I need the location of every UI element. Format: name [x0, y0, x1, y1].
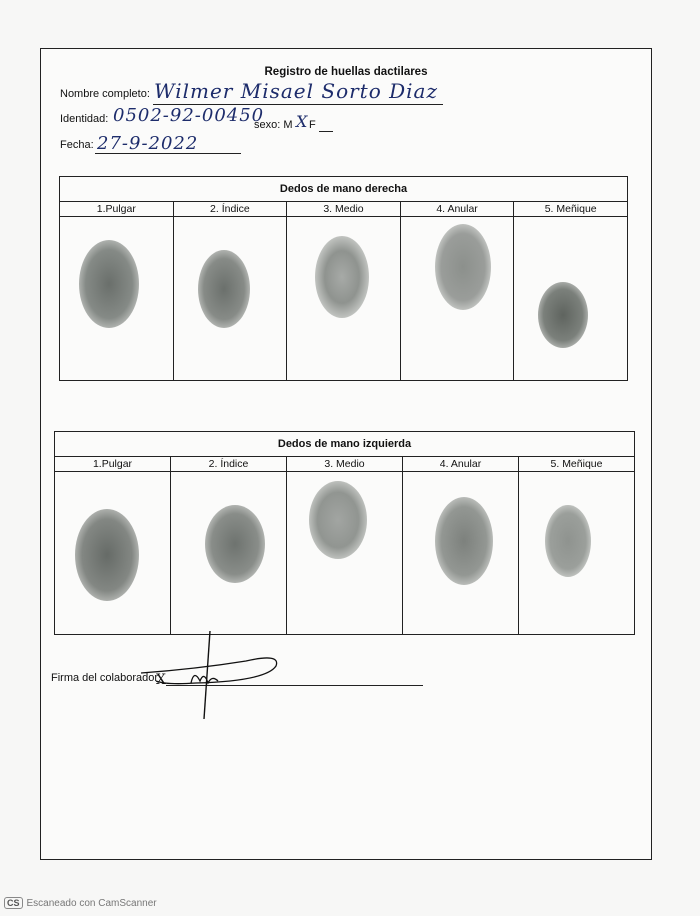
- date-line: [95, 153, 241, 154]
- left-middle-cell: [287, 457, 403, 634]
- right-little-print: [538, 282, 588, 348]
- left-thumb-cell: [55, 457, 171, 634]
- right-little-label: 5. Meñique: [514, 202, 627, 217]
- signature-scribble: [136, 631, 286, 721]
- right-little-cell: [514, 202, 627, 380]
- date-value: 27-9-2022: [97, 133, 199, 154]
- left-ring-cell: [403, 457, 519, 634]
- left-little-cell: [519, 457, 634, 634]
- right-index-label: 2. Índice: [174, 202, 287, 217]
- sex-mark: X: [296, 112, 309, 131]
- left-middle-print: [309, 481, 367, 559]
- left-hand-table: [54, 431, 635, 635]
- left-little-label: 5. Meñique: [519, 457, 634, 472]
- date-label: Fecha:: [60, 139, 94, 151]
- right-middle-cell: [287, 202, 401, 380]
- right-hand-table: [59, 176, 628, 381]
- form-sheet: [40, 48, 652, 860]
- left-little-print: [545, 505, 591, 577]
- signature-label: Firma del colaborador: [51, 672, 158, 684]
- right-ring-print: [435, 224, 491, 310]
- left-index-label: 2. Índice: [171, 457, 286, 472]
- right-middle-label: 3. Medio: [287, 202, 400, 217]
- right-ring-label: 4. Anular: [401, 202, 514, 217]
- name-label: Nombre completo:: [60, 88, 150, 100]
- right-hand-title: Dedos de mano derecha: [60, 177, 627, 202]
- right-thumb-label: 1.Pulgar: [60, 202, 173, 217]
- scanner-watermark: [4, 897, 157, 909]
- id-value: 0502-92-00450: [113, 105, 265, 126]
- id-label: Identidad:: [60, 113, 109, 125]
- camscanner-badge: CS: [4, 897, 23, 909]
- sex-f-line: [319, 131, 333, 132]
- right-thumb-cell: [60, 202, 174, 380]
- left-ring-label: 4. Anular: [403, 457, 518, 472]
- signature-x-mark: X: [156, 672, 167, 688]
- right-middle-print: [315, 236, 369, 318]
- left-ring-print: [435, 497, 493, 585]
- sex-f-label: F: [309, 119, 316, 131]
- left-hand-title: Dedos de mano izquierda: [55, 432, 634, 457]
- right-index-print: [198, 250, 250, 328]
- right-index-cell: [174, 202, 288, 380]
- left-index-print: [205, 505, 265, 583]
- left-thumb-print: [75, 509, 139, 601]
- left-middle-label: 3. Medio: [287, 457, 402, 472]
- right-thumb-print: [79, 240, 139, 328]
- left-index-cell: [171, 457, 287, 634]
- name-value: Wilmer Misael Sorto Diaz: [154, 79, 438, 103]
- right-ring-cell: [401, 202, 515, 380]
- form-title: Registro de huellas dactilares: [264, 66, 428, 78]
- camscanner-text: Escaneado con CamScanner: [26, 898, 157, 909]
- left-thumb-label: 1.Pulgar: [55, 457, 170, 472]
- sex-label: sexo: M: [254, 119, 293, 131]
